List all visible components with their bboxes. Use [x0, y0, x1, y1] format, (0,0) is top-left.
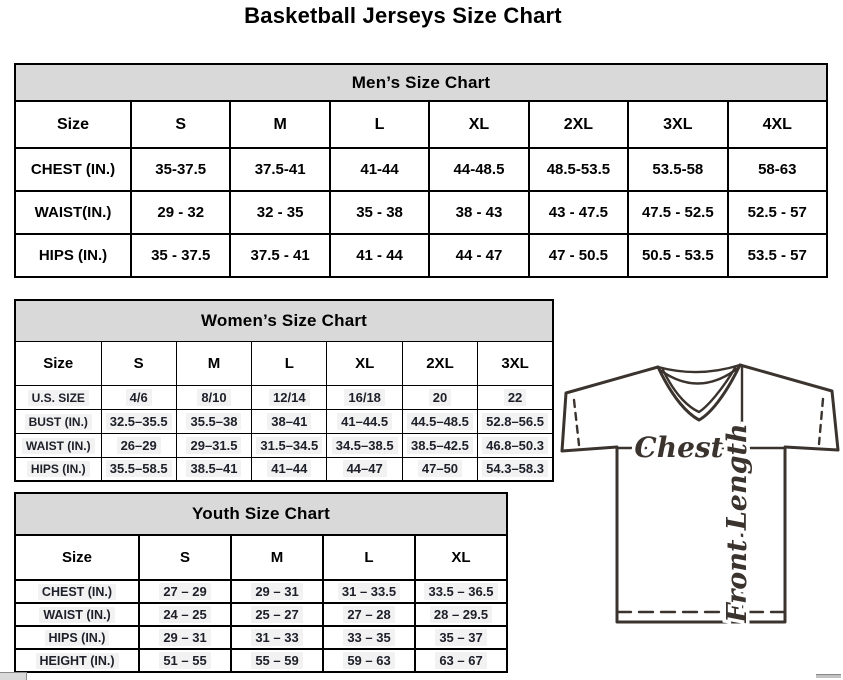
cell-value: 31 – 33.5: [338, 583, 400, 600]
cell-value: 25 – 27: [251, 606, 302, 623]
womens-size-header: Size: [15, 341, 101, 385]
table-row: [15, 433, 553, 457]
table-row: [15, 385, 553, 409]
cell-value: 41–44: [267, 460, 311, 477]
table-row: [15, 580, 507, 603]
cell-value: 29 – 31: [159, 629, 210, 646]
mens-column-header-s: S: [131, 101, 230, 148]
cell-value: 8/10: [197, 389, 230, 406]
cell-value: 47.5 - 52.5: [641, 204, 714, 221]
mens-column-header-3xl: 3XL: [628, 101, 727, 148]
cell-value: 63 – 67: [435, 652, 486, 669]
row-label: HIPS (IN.): [38, 247, 108, 264]
table-row: [15, 649, 507, 672]
table-row: [15, 148, 827, 191]
cell-value: 33.5 – 36.5: [424, 583, 497, 600]
cell-value: 34.5–38.5: [332, 437, 398, 454]
cell-value: 35.5–58.5: [106, 460, 172, 477]
cell-value: 46.8–50.3: [482, 437, 548, 454]
womens-column-header-2xl: 2XL: [402, 341, 477, 385]
left-cuff-dashed-line: [574, 400, 579, 445]
youth-table-title: Youth Size Chart: [15, 493, 507, 535]
cell-value: 35 – 37: [435, 629, 486, 646]
mens-size-chart-table: [14, 63, 828, 276]
mens-table-title: Men’s Size Chart: [15, 64, 827, 101]
cell-value: 38–41: [267, 413, 311, 430]
youth-size-chart-table: [14, 492, 508, 673]
youth-column-header-l: L: [323, 535, 415, 580]
row-label: HEIGHT (IN.): [36, 653, 119, 669]
row-label: WAIST (IN.): [39, 607, 114, 623]
cell-value: 37.5-41: [254, 161, 306, 178]
row-label: HIPS (IN.): [45, 630, 110, 646]
table-row: [15, 626, 507, 649]
youth-column-header-xl: XL: [415, 535, 507, 580]
table-row: [15, 191, 827, 234]
row-label: HIPS (IN.): [27, 461, 90, 477]
cell-value: 35 - 38: [356, 204, 403, 221]
cell-value: 41 - 44: [356, 247, 403, 264]
cell-value: 27 – 29: [159, 583, 210, 600]
womens-column-header-m: M: [176, 341, 251, 385]
cell-value: 4/6: [126, 389, 152, 406]
womens-column-header-l: L: [252, 341, 327, 385]
youth-column-header-m: M: [231, 535, 323, 580]
row-label: WAIST (IN.): [22, 438, 95, 454]
cell-value: 35.5–38: [186, 413, 241, 430]
cell-value: 38 - 43: [455, 204, 503, 221]
cell-value: 44.5–48.5: [407, 413, 473, 430]
womens-column-header-xl: XL: [327, 341, 402, 385]
mens-column-header-l: L: [330, 101, 429, 148]
cell-value: 12/14: [269, 389, 310, 406]
scrollbar-fragment[interactable]: [816, 674, 841, 678]
cell-value: 44-48.5: [453, 161, 505, 178]
row-label: CHEST (IN.): [30, 161, 116, 178]
cell-value: 53.5-58: [652, 161, 704, 178]
front-length-label: Front Length: [722, 423, 753, 623]
cell-value: 48.5-53.5: [546, 161, 611, 178]
cell-value: 59 – 63: [343, 652, 394, 669]
jersey-outline-icon: [562, 365, 838, 622]
row-label: U.S. SIZE: [28, 390, 89, 406]
cell-value: 16/18: [344, 389, 385, 406]
jersey-measurement-diagram: [556, 356, 843, 629]
cell-value: 54.3–58.3: [482, 460, 548, 477]
womens-table-title: Women’s Size Chart: [15, 300, 553, 341]
table-row: [15, 457, 553, 481]
cell-value: 41-44: [360, 161, 399, 178]
cell-value: 32 - 35: [256, 204, 304, 221]
cell-value: 52.5 - 57: [747, 204, 807, 221]
mens-column-header-2xl: 2XL: [529, 101, 628, 148]
youth-size-header: Size: [15, 535, 139, 580]
womens-size-chart-table: [14, 299, 554, 479]
right-cuff-dashed-line: [819, 399, 823, 444]
mens-column-header-4xl: 4XL: [728, 101, 827, 148]
cell-value: 51 – 55: [159, 652, 210, 669]
cell-value: 41–44.5: [337, 413, 392, 430]
table-row: [15, 603, 507, 626]
cell-value: 35 - 37.5: [151, 247, 211, 264]
cell-value: 52.8–56.5: [482, 413, 548, 430]
cell-value: 44 - 47: [455, 247, 503, 264]
cell-value: 31.5–34.5: [256, 437, 322, 454]
measurement-lines: [619, 366, 783, 618]
cell-value: 32.5–35.5: [106, 413, 172, 430]
cell-value: 35-37.5: [155, 161, 207, 178]
cell-value: 29 - 32: [157, 204, 205, 221]
chest-label: Chest: [634, 431, 724, 464]
cell-value: 22: [504, 389, 526, 406]
cell-value: 29 – 31: [251, 583, 302, 600]
cell-value: 37.5 - 41: [250, 247, 310, 264]
row-label: BUST (IN.): [25, 414, 92, 430]
page-title: Basketball Jerseys Size Chart: [244, 3, 562, 28]
cell-value: 55 – 59: [251, 652, 302, 669]
cell-value: 44–47: [343, 460, 387, 477]
cell-value: 31 – 33: [251, 629, 302, 646]
cell-value: 26–29: [117, 437, 161, 454]
cell-value: 29–31.5: [186, 437, 241, 454]
cell-value: 27 – 28: [343, 606, 394, 623]
table-row: [15, 234, 827, 277]
youth-column-header-s: S: [139, 535, 231, 580]
cell-value: 47 - 50.5: [548, 247, 608, 264]
mens-column-header-m: M: [230, 101, 329, 148]
cell-value: 33 – 35: [343, 629, 394, 646]
cell-value: 58-63: [758, 161, 797, 178]
cell-value: 47–50: [418, 460, 462, 477]
cell-value: 38.5–41: [186, 460, 241, 477]
cell-value: 38.5–42.5: [407, 437, 473, 454]
womens-column-header-3xl: 3XL: [478, 341, 553, 385]
row-label: CHEST (IN.): [38, 584, 116, 600]
cell-value: 20: [429, 389, 451, 406]
cell-value: 50.5 - 53.5: [641, 247, 714, 264]
cell-value: 43 - 47.5: [548, 204, 608, 221]
womens-column-header-s: S: [101, 341, 176, 385]
mens-column-header-xl: XL: [429, 101, 528, 148]
row-label: WAIST(IN.): [34, 204, 112, 221]
mens-size-header: Size: [15, 101, 131, 148]
table-row: [15, 409, 553, 433]
cell-value: 28 – 29.5: [430, 606, 492, 623]
cell-value: 24 – 25: [159, 606, 210, 623]
cell-value: 53.5 - 57: [747, 247, 807, 264]
